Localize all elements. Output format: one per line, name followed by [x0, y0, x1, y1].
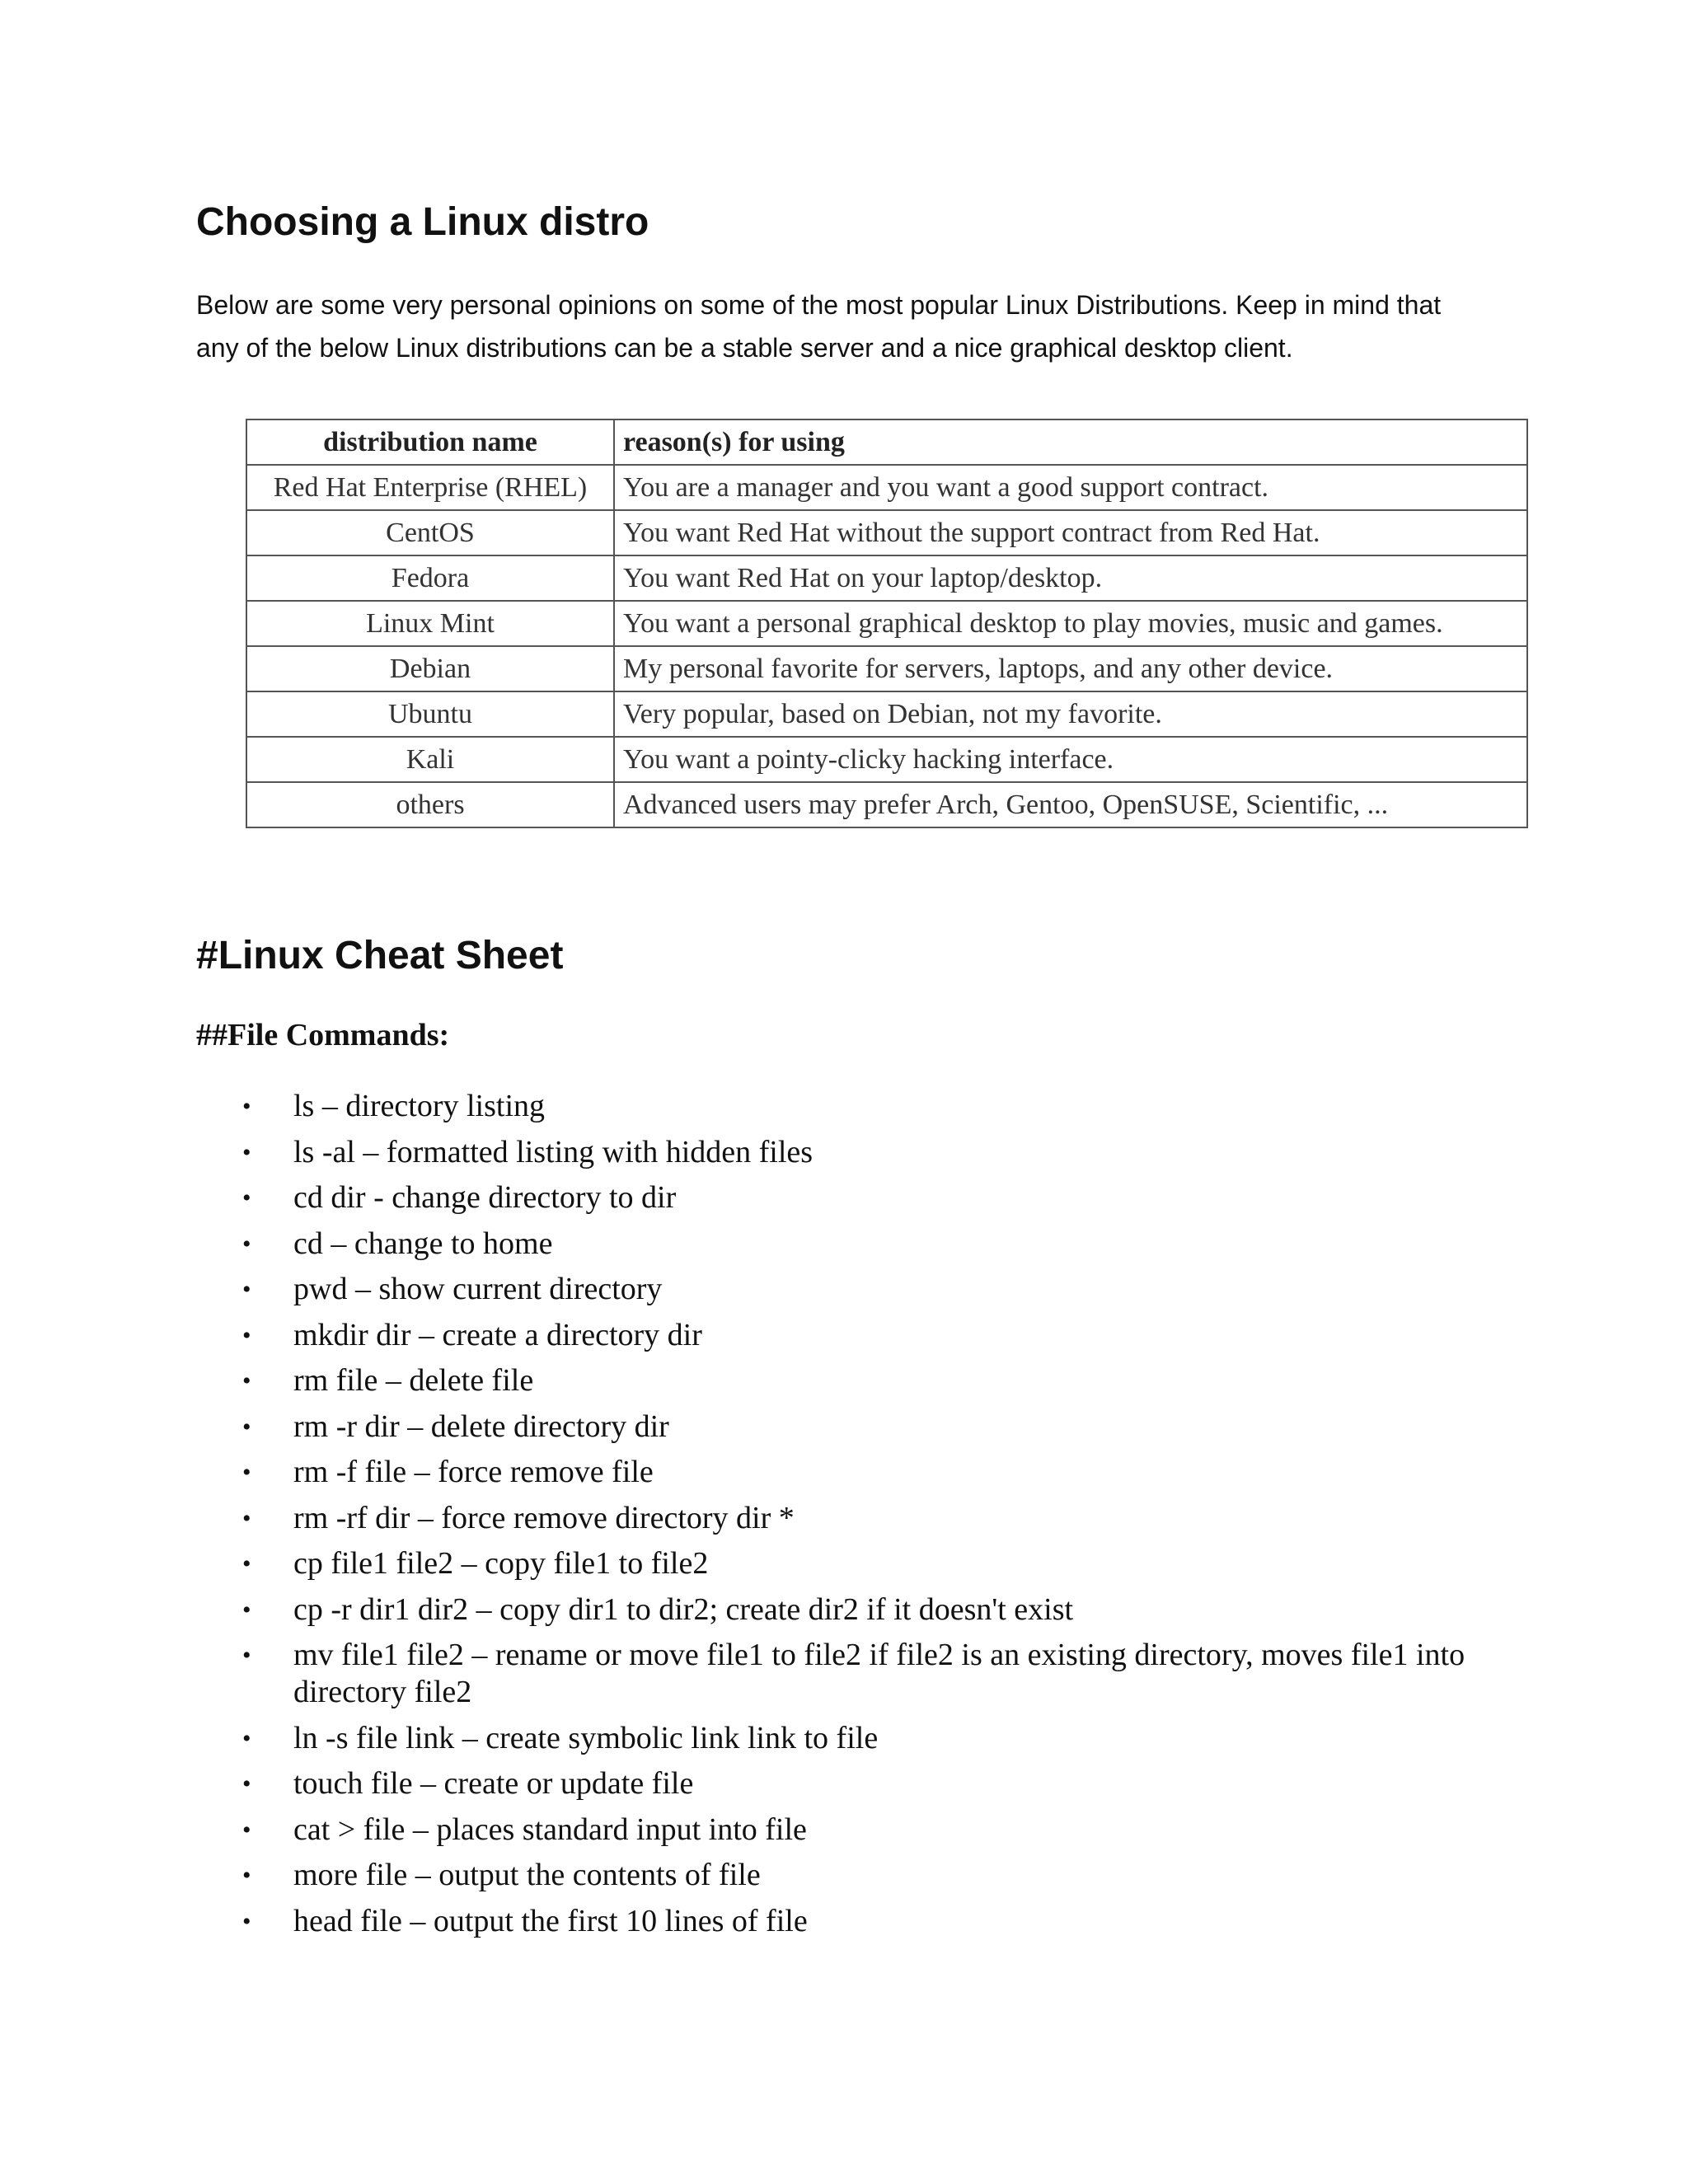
list-item — [196, 1408, 1482, 1446]
table-row — [246, 737, 1527, 782]
list-item — [196, 1857, 1482, 1894]
distro-reason-cell: You want Red Hat without the support contract from Red Hat. — [614, 510, 1527, 555]
section-title-cheat-sheet: #Linux Cheat Sheet — [196, 934, 564, 977]
bullet-icon: • — [242, 1770, 251, 1797]
list-item — [196, 1362, 1482, 1399]
distro-reason-cell: Advanced users may prefer Arch, Gentoo, OpenSUSE, Scientific, ... — [614, 782, 1527, 827]
list-item-text: rm file – delete file — [293, 1363, 534, 1398]
bullet-icon: • — [242, 1459, 251, 1486]
list-item — [196, 1903, 1482, 1940]
list-item-text: more file – output the contents of file — [293, 1858, 761, 1892]
bullet-icon: • — [242, 1907, 251, 1935]
bullet-icon: • — [242, 1816, 251, 1844]
list-item — [196, 1317, 1482, 1354]
bullet-icon: • — [242, 1093, 251, 1120]
distro-reason-cell: You are a manager and you want a good support contract. — [614, 465, 1527, 510]
table-header-row — [246, 419, 1527, 465]
list-item-text: rm -rf dir – force remove directory dir * — [293, 1500, 795, 1535]
table-row — [246, 555, 1527, 601]
bullet-icon: • — [242, 1230, 251, 1258]
list-item — [196, 1545, 1482, 1582]
list-item — [196, 1179, 1482, 1216]
table-row — [246, 782, 1527, 827]
distro-table — [246, 419, 1528, 828]
list-item — [196, 1720, 1482, 1757]
list-item-text: ls – directory listing — [293, 1089, 546, 1123]
bullet-icon: • — [242, 1862, 251, 1889]
table-row — [246, 601, 1527, 646]
table-row — [246, 510, 1527, 555]
bullet-icon: • — [242, 1138, 251, 1166]
list-item-text: cd – change to home — [293, 1226, 553, 1261]
list-item — [196, 1765, 1482, 1802]
file-commands-heading: ##File Commands: — [196, 1018, 450, 1052]
bullet-icon: • — [242, 1642, 251, 1669]
header-reasons: reason(s) for using — [614, 419, 1527, 465]
list-item-text: cp file1 file2 – copy file1 to file2 — [293, 1546, 709, 1581]
list-item — [196, 1088, 1482, 1125]
list-item — [196, 1271, 1482, 1308]
distro-name-cell: others — [246, 782, 614, 827]
list-item-text: cp -r dir1 dir2 – copy dir1 to dir2; create dir2 if it doesn't exist — [293, 1591, 1074, 1627]
distro-reason-cell: Very popular, based on Debian, not my favorite. — [614, 691, 1527, 737]
distro-reason-cell: You want a personal graphical desktop to play movies, music and games. — [614, 601, 1527, 646]
list-item-text: head file – output the first 10 lines of file — [293, 1903, 808, 1938]
distro-reason-cell: You want Red Hat on your laptop/desktop. — [614, 555, 1527, 601]
list-item-text: pwd – show current directory — [293, 1272, 663, 1306]
list-item-text: rm -f file – force remove file — [293, 1455, 654, 1489]
list-item-text: cat > file – places standard input into file — [293, 1811, 807, 1847]
bullet-icon: • — [242, 1367, 251, 1394]
list-item — [196, 1811, 1482, 1849]
list-item-text: cd dir - change directory to dir — [293, 1180, 677, 1215]
file-commands-list — [196, 1088, 1482, 1948]
list-item-text: touch file – create or update file — [293, 1766, 694, 1801]
distro-name-cell: Fedora — [246, 555, 614, 601]
distro-name-cell: CentOS — [246, 510, 614, 555]
list-item-text: ln -s file link – create symbolic link link to file — [293, 1720, 879, 1755]
list-item — [196, 1500, 1482, 1537]
bullet-icon: • — [242, 1724, 251, 1752]
list-item-text: mv file1 file2 – rename or move file1 to file2 if file2 is an existing directory, moves file1 into directory file2 — [293, 1638, 1465, 1709]
list-item — [196, 1226, 1482, 1263]
bullet-icon: • — [242, 1184, 251, 1212]
distro-name-cell: Ubuntu — [246, 691, 614, 737]
intro-paragraph: Below are some very personal opinions on some of the most popular Linux Distributions. Keep in mind that any of the below Linux distributions can be a stable server and a nice graphical desktop client. — [196, 290, 1442, 363]
list-item — [196, 1637, 1482, 1711]
list-item — [196, 1454, 1482, 1491]
bullet-icon: • — [242, 1276, 251, 1303]
list-item — [196, 1134, 1482, 1171]
bullet-icon: • — [242, 1504, 251, 1532]
list-item-text: rm -r dir – delete directory dir — [293, 1408, 669, 1444]
table-row — [246, 465, 1527, 510]
section-title-distro: Choosing a Linux distro — [196, 200, 649, 244]
distro-name-cell: Linux Mint — [246, 601, 614, 646]
bullet-icon: • — [242, 1321, 251, 1349]
bullet-icon: • — [242, 1413, 251, 1441]
header-distribution-name: distribution name — [246, 419, 614, 465]
table-row — [246, 646, 1527, 691]
table-row — [246, 691, 1527, 737]
bullet-icon: • — [242, 1596, 251, 1624]
distro-reason-cell: My personal favorite for servers, laptops, and any other device. — [614, 646, 1527, 691]
list-item — [196, 1591, 1482, 1629]
distro-name-cell: Debian — [246, 646, 614, 691]
list-item-text: mkdir dir – create a directory dir — [293, 1317, 702, 1352]
distro-reason-cell: You want a pointy-clicky hacking interface. — [614, 737, 1527, 782]
bullet-icon: • — [242, 1550, 251, 1577]
list-item-text: ls -al – formatted listing with hidden files — [293, 1134, 814, 1169]
distro-name-cell: Kali — [246, 737, 614, 782]
distro-name-cell: Red Hat Enterprise (RHEL) — [246, 465, 614, 510]
